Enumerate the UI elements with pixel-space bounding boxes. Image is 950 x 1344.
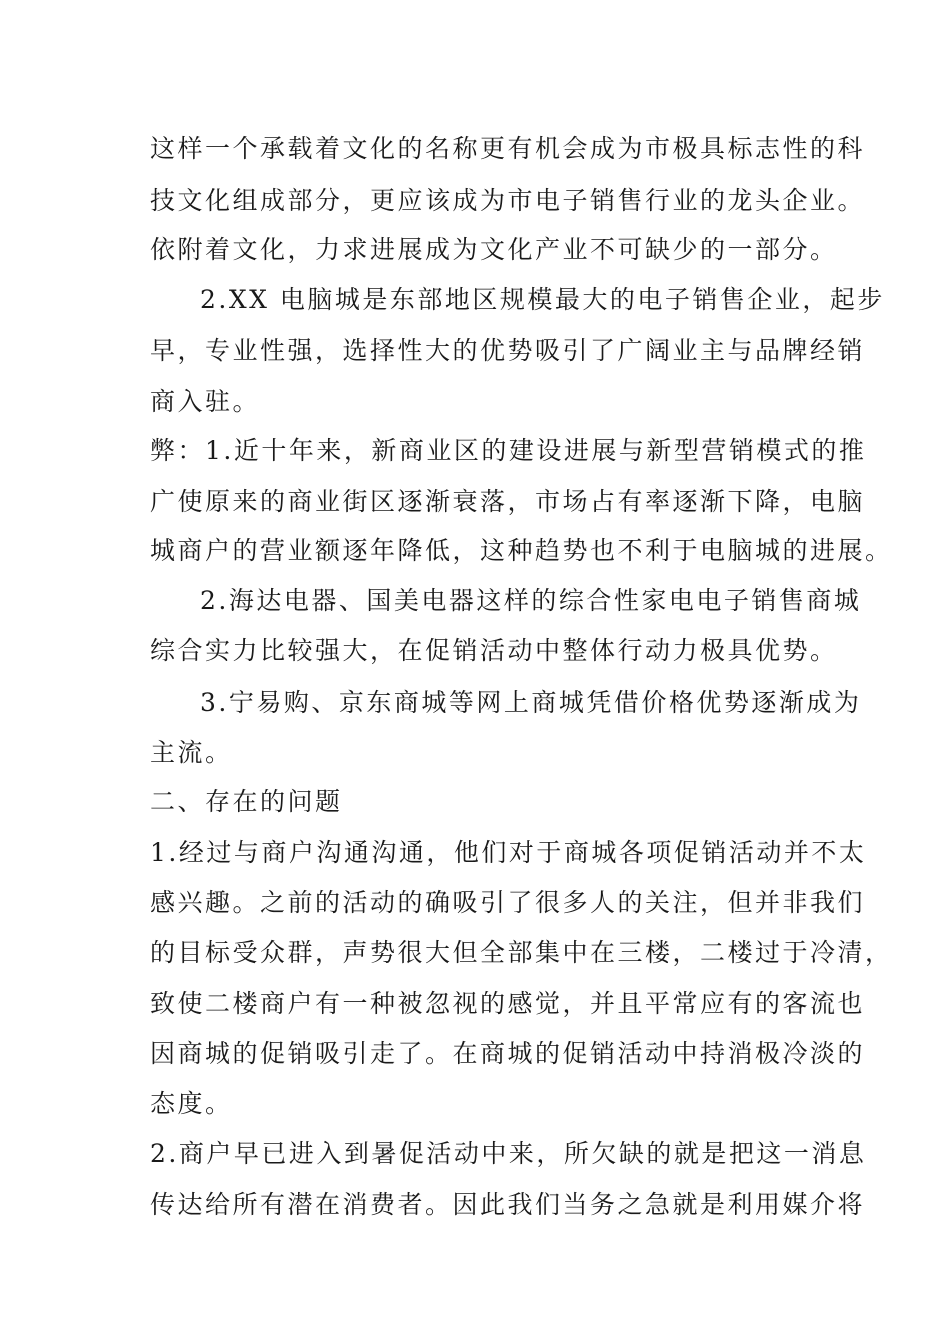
text-line: 2.商户早已进入到暑促活动中来，所欠缺的就是把这一消息 — [150, 1139, 867, 1168]
text-line: 因商城的促销吸引走了。在商城的促销活动中持消极冷淡的 — [150, 1039, 866, 1068]
text-line: 技文化组成部分，更应该成为市电子销售行业的龙头企业。 — [150, 186, 866, 215]
text-line: 综合实力比较强大，在促销活动中整体行动力极具优势。 — [150, 636, 838, 665]
text-line: 商入驻。 — [150, 387, 261, 416]
text-line: 3.宁易购、京东商城等网上商城凭借价格优势逐渐成为 — [200, 688, 862, 717]
text-line: 的目标受众群，声势很大但全部集中在三楼，二楼过于冷清， — [150, 938, 893, 967]
text-line: 弊：1.近十年来，新商业区的建设进展与新型营销模式的推 — [150, 436, 867, 465]
text-line: 致使二楼商户有一种被忽视的感觉，并且平常应有的客流也 — [150, 989, 866, 1018]
text-line: 广使原来的商业街区逐渐衰落，市场占有率逐渐下降，电脑 — [150, 487, 866, 516]
text-line: 早，专业性强，选择性大的优势吸引了广阔业主与品牌经销 — [150, 336, 866, 365]
text-line: 主流。 — [150, 738, 233, 767]
text-line: 这样一个承载着文化的名称更有机会成为市极具标志性的科 — [150, 134, 866, 163]
text-line: 1.经过与商户沟通沟通，他们对于商城各项促销活动并不太 — [150, 838, 867, 867]
text-line: 态度。 — [150, 1089, 233, 1118]
text-line: 感兴趣。之前的活动的确吸引了很多人的关注，但并非我们 — [150, 888, 866, 917]
text-line: 依附着文化，力求进展成为文化产业不可缺少的一部分。 — [150, 235, 838, 264]
text-line: 2.海达电器、国美电器这样的综合性家电电子销售商城 — [200, 586, 862, 615]
text-line: 传达给所有潜在消费者。因此我们当务之急就是利用媒介将 — [150, 1190, 866, 1219]
text-line: 城商户的营业额逐年降低，这种趋势也不利于电脑城的进展。 — [150, 536, 893, 565]
text-line: 2.XX 电脑城是东部地区规模最大的电子销售企业，起步 — [200, 285, 885, 314]
section-heading: 二、存在的问题 — [150, 787, 343, 816]
